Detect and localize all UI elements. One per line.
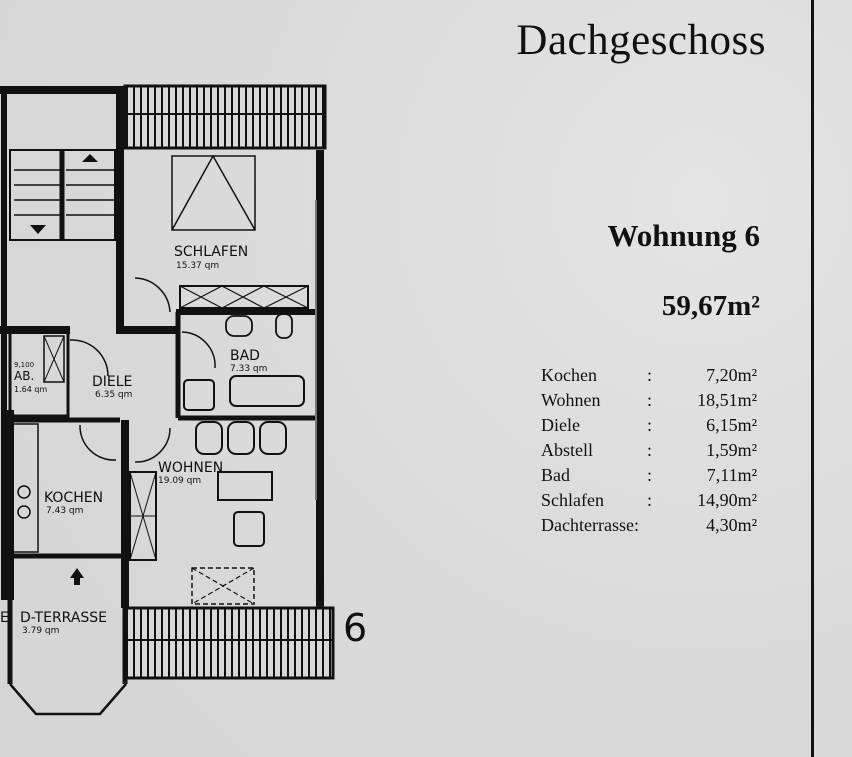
label-bad: BAD [230, 348, 260, 364]
area-value: 18,51m² [697, 390, 757, 410]
area-value: 14,90m² [697, 490, 757, 510]
living-table [218, 472, 272, 500]
area-row [541, 438, 763, 463]
roof-terrace-bottom [125, 608, 333, 678]
unit-number-marker: 6 [343, 606, 368, 650]
area-name: Bad [541, 465, 570, 485]
area-value: 6,15m² [706, 415, 757, 435]
skylight-living-cross [192, 568, 254, 604]
label-diele: DIELE [92, 374, 133, 390]
living-sofa [196, 422, 286, 454]
label-left-edge: E [0, 610, 9, 626]
area-colon: : [647, 440, 653, 460]
bathtub [230, 376, 304, 406]
page-border-line [811, 0, 814, 757]
outer-wall [0, 90, 320, 608]
area-value: 1,59m² [706, 440, 757, 460]
area-colon: : [647, 365, 653, 385]
label-wohnen-area: 19.09 qm [158, 476, 202, 486]
living-door-swing [135, 428, 170, 462]
area-colon: : [647, 415, 653, 435]
area-name: Kochen [541, 365, 597, 385]
shower [184, 380, 214, 410]
unit-total-area: 59,67m² [661, 290, 760, 322]
area-colon: : [647, 465, 653, 485]
area-colon: : [647, 490, 653, 510]
area-value: 4,30m² [706, 515, 757, 535]
label-abst-width: 9,100 [14, 361, 35, 369]
area-row [541, 488, 763, 513]
bath-door-swing [182, 332, 215, 368]
area-value: 7,20m² [706, 365, 757, 385]
area-table [541, 363, 763, 538]
label-terrasse-area: 3.79 qm [22, 626, 60, 636]
area-name: Wohnen [541, 390, 601, 410]
area-row [541, 513, 763, 538]
label-terrasse: D-TERRASSE [20, 610, 108, 626]
unit-title: Wohnung 6 [607, 218, 760, 253]
label-schlafen: SCHLAFEN [174, 244, 249, 260]
area-name: Schlafen [541, 490, 604, 510]
area-name: Diele [541, 415, 580, 435]
stair-arrow-down [30, 225, 46, 234]
skylight-bedroom [172, 156, 255, 230]
label-diele-area: 6.35 qm [95, 390, 133, 400]
floor-plan-drawing [0, 80, 400, 720]
roof-balcony-top [125, 86, 325, 148]
area-row [541, 413, 763, 438]
kitchen-door-swing [80, 425, 116, 460]
label-bad-area: 7.33 qm [230, 364, 268, 374]
label-schlafen-area: 15.37 qm [176, 261, 220, 271]
label-wohnen: WOHNEN [158, 460, 224, 476]
wardrobe-cross [180, 286, 308, 308]
label-kochen-area: 7.43 qm [46, 506, 84, 516]
kitchen-counter [12, 424, 38, 552]
living-chair [234, 512, 264, 546]
area-name: Dachterrasse: [541, 515, 639, 535]
living-shelf-cross [130, 472, 156, 560]
label-abst-area: 1.64 qm [14, 385, 48, 394]
area-row [541, 388, 763, 413]
area-row [541, 463, 763, 488]
floor-title: Dachgeschoss [516, 17, 766, 64]
area-name: Abstell [541, 440, 593, 460]
area-colon: : [647, 390, 653, 410]
floor-plan [0, 80, 400, 720]
storage-cabinet-cross [44, 336, 64, 382]
stair-arrow-up [82, 154, 98, 162]
area-value: 7,11m² [706, 465, 757, 485]
terrace-arrow [70, 568, 84, 578]
terrace-bay [10, 684, 126, 714]
toilet [276, 314, 292, 338]
label-kochen: KOCHEN [44, 490, 104, 506]
label-abst: AB. [14, 369, 35, 383]
bedroom-door-swing [135, 278, 170, 312]
terrace-arrow-stem [74, 577, 80, 585]
washbasin [226, 316, 252, 336]
area-row [541, 363, 763, 388]
hall-door-swing [70, 340, 108, 376]
